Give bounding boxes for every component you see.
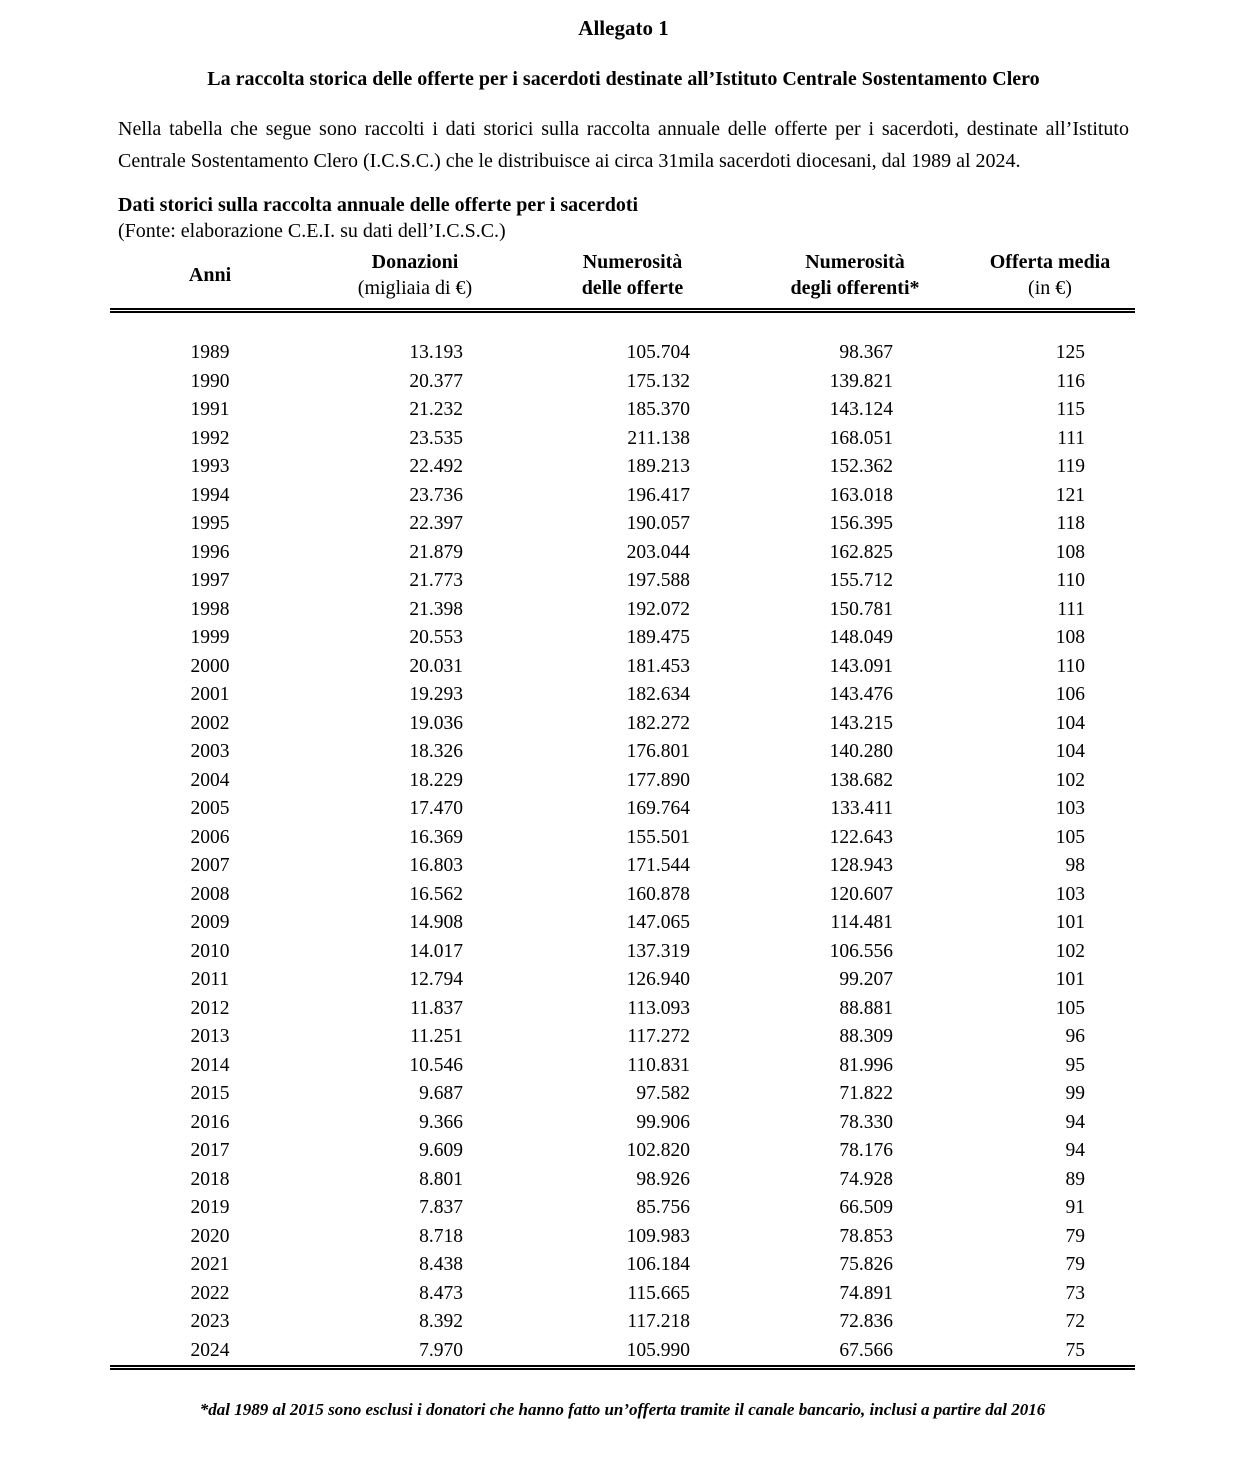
- value-cell: 8.801: [419, 1168, 463, 1190]
- value-cell: 105.704: [626, 342, 690, 363]
- table-row: [110, 339, 1135, 368]
- value-cell: 104: [1055, 741, 1085, 762]
- value-cell: 9.687: [419, 1083, 463, 1104]
- year-cell: 2004: [190, 769, 230, 791]
- value-cell: 81.996: [839, 1054, 893, 1076]
- value-cell: 192.072: [626, 598, 690, 620]
- year-cell: 2020: [190, 1225, 230, 1247]
- value-cell: 140.280: [829, 741, 893, 762]
- value-cell: 97.582: [636, 1083, 690, 1104]
- table-row: [110, 1223, 1135, 1252]
- value-cell: 155.712: [829, 570, 893, 591]
- column-header-donazioni: [310, 247, 520, 311]
- value-cell: 150.781: [829, 598, 893, 620]
- value-cell: 20.553: [409, 627, 463, 648]
- table-row: [110, 596, 1135, 625]
- table-row: [110, 824, 1135, 853]
- value-cell: 19.293: [409, 684, 463, 705]
- value-cell: 101: [1055, 969, 1085, 990]
- value-cell: 105: [1055, 826, 1085, 848]
- value-cell: 21.398: [409, 598, 463, 620]
- year-cell: 2002: [190, 712, 230, 734]
- table-row: [110, 995, 1135, 1024]
- value-cell: 189.475: [626, 627, 690, 648]
- value-cell: 110: [1056, 570, 1085, 591]
- column-sublabel: (in €): [1028, 277, 1072, 299]
- value-cell: 9.609: [419, 1140, 463, 1161]
- value-cell: 143.124: [829, 399, 893, 420]
- table-row: [110, 396, 1135, 425]
- value-cell: 182.634: [626, 684, 690, 705]
- value-cell: 104: [1055, 712, 1085, 734]
- value-cell: 98.367: [839, 342, 893, 363]
- value-cell: 118: [1056, 513, 1085, 534]
- value-cell: 8.438: [419, 1254, 463, 1275]
- value-cell: 197.588: [626, 570, 690, 591]
- table-row: [110, 653, 1135, 682]
- value-cell: 10.546: [409, 1054, 463, 1076]
- value-cell: 109.983: [626, 1225, 690, 1247]
- spacer-row: [110, 311, 1135, 340]
- value-cell: 189.213: [626, 456, 690, 477]
- value-cell: 8.473: [419, 1282, 463, 1304]
- value-cell: 177.890: [626, 769, 690, 791]
- value-cell: 102.820: [626, 1140, 690, 1161]
- year-cell: 2016: [190, 1111, 230, 1133]
- value-cell: 67.566: [745, 1337, 965, 1368]
- column-header-offerta-media: [965, 247, 1135, 311]
- value-cell: 101: [1055, 912, 1085, 933]
- value-cell: 122.643: [829, 826, 893, 848]
- value-cell: 85.756: [636, 1197, 690, 1218]
- value-cell: 99.207: [839, 969, 893, 990]
- table-row: [110, 1308, 1135, 1337]
- year-cell: 2012: [190, 997, 230, 1019]
- value-cell: 111: [1057, 427, 1085, 449]
- year-cell: 2006: [190, 826, 230, 848]
- year-cell: 1999: [190, 627, 230, 648]
- value-cell: 88.881: [839, 997, 893, 1019]
- table-row: [110, 624, 1135, 653]
- value-cell: 71.822: [839, 1083, 893, 1104]
- value-cell: 137.319: [626, 940, 690, 962]
- year-cell: 1997: [190, 570, 230, 591]
- value-cell: 181.453: [626, 655, 690, 677]
- value-cell: 152.362: [829, 456, 893, 477]
- value-cell: 143.476: [829, 684, 893, 705]
- value-cell: 21.879: [409, 541, 463, 563]
- value-cell: 16.803: [409, 855, 463, 876]
- value-cell: 102: [1055, 769, 1085, 791]
- table-row: [110, 852, 1135, 881]
- table-row: [110, 453, 1135, 482]
- page-title: Allegato 1: [578, 16, 669, 40]
- value-cell: 75: [965, 1337, 1135, 1368]
- value-cell: 211.138: [627, 427, 690, 449]
- value-cell: 16.369: [409, 826, 463, 848]
- table-row: [110, 681, 1135, 710]
- value-cell: 14.017: [409, 940, 463, 962]
- value-cell: 99: [1065, 1083, 1085, 1104]
- value-cell: 148.049: [829, 627, 893, 648]
- value-cell: 143.091: [829, 655, 893, 677]
- value-cell: 139.821: [829, 370, 893, 392]
- table-row: [110, 567, 1135, 596]
- value-cell: 168.051: [829, 427, 893, 449]
- year-cell: 1990: [190, 370, 230, 392]
- year-cell: 2021: [190, 1254, 230, 1275]
- value-cell: 106.184: [626, 1254, 690, 1275]
- value-cell: 103: [1055, 883, 1085, 905]
- value-cell: 78.176: [839, 1140, 893, 1161]
- year-cell: 2023: [190, 1311, 230, 1332]
- value-cell: 114.481: [830, 912, 893, 933]
- table-row: [110, 1052, 1135, 1081]
- column-sublabel: degli offerenti*: [790, 277, 920, 299]
- table-row: [110, 1137, 1135, 1166]
- table-row: [110, 1337, 1135, 1368]
- table-row: [110, 482, 1135, 511]
- year-cell: 1994: [190, 484, 230, 506]
- value-cell: 21.232: [409, 399, 463, 420]
- value-cell: 121: [1055, 484, 1085, 506]
- table-row: [110, 1166, 1135, 1195]
- value-cell: 23.736: [409, 484, 463, 506]
- value-cell: 133.411: [830, 798, 893, 819]
- header-row: [110, 247, 1135, 311]
- table-row: [110, 1280, 1135, 1309]
- year-cell: 2013: [190, 1026, 230, 1047]
- value-cell: 17.470: [409, 798, 463, 819]
- value-cell: 12.794: [409, 969, 463, 990]
- value-cell: 138.682: [829, 769, 893, 791]
- value-cell: 108: [1055, 627, 1085, 648]
- value-cell: 72.836: [839, 1311, 893, 1332]
- value-cell: 11.837: [410, 997, 463, 1019]
- value-cell: 22.492: [409, 456, 463, 477]
- value-cell: 73: [1065, 1282, 1085, 1304]
- value-cell: 79: [1065, 1225, 1085, 1247]
- year-cell: 2008: [190, 883, 230, 905]
- value-cell: 20.031: [409, 655, 463, 677]
- value-cell: 120.607: [829, 883, 893, 905]
- value-cell: 94: [1065, 1140, 1085, 1161]
- value-cell: 99.906: [636, 1111, 690, 1133]
- year-cell: 2022: [190, 1282, 230, 1304]
- column-header-anni: [110, 247, 310, 311]
- column-sublabel: delle offerte: [581, 277, 684, 299]
- column-sublabel: (migliaia di €): [357, 277, 473, 299]
- year-cell: 2007: [190, 855, 230, 876]
- table-row: [110, 1023, 1135, 1052]
- value-cell: 126.940: [626, 969, 690, 990]
- value-cell: 117.272: [627, 1026, 690, 1047]
- value-cell: 106: [1055, 684, 1085, 705]
- value-cell: 190.057: [626, 513, 690, 534]
- year-cell: 2014: [190, 1054, 230, 1076]
- value-cell: 175.132: [626, 370, 690, 392]
- table-row: [110, 738, 1135, 767]
- intro-paragraph: Nella tabella che segue sono raccolti i dati storici sulla raccolta annuale delle offerte per i sacerdoti, destinate all’Istituto Centrale Sostentamento Clero (I.C.S.C.) che le distribuisce ai circa 31mila sacerdoti diocesani, dal 1989 al 2024.: [118, 118, 1129, 172]
- value-cell: 115: [1056, 399, 1085, 420]
- value-cell: 196.417: [626, 484, 690, 506]
- table-row: [110, 510, 1135, 539]
- table-row: [110, 539, 1135, 568]
- year-cell: 1989: [190, 342, 230, 363]
- table-row: [110, 767, 1135, 796]
- table-row: [110, 966, 1135, 995]
- value-cell: 88.309: [839, 1026, 893, 1047]
- year-cell: 2017: [190, 1140, 230, 1161]
- year-cell: 2011: [190, 969, 230, 990]
- value-cell: 18.229: [409, 769, 463, 791]
- column-label: Offerta media: [989, 251, 1111, 273]
- value-cell: 108: [1055, 541, 1085, 563]
- value-cell: 22.397: [409, 513, 463, 534]
- year-cell: 1993: [190, 456, 230, 477]
- year-cell: 1996: [190, 541, 230, 563]
- value-cell: 117.218: [627, 1311, 690, 1332]
- value-cell: 102: [1055, 940, 1085, 962]
- value-cell: 75.826: [839, 1254, 893, 1275]
- value-cell: 163.018: [829, 484, 893, 506]
- value-cell: 95: [1065, 1054, 1085, 1076]
- year-cell: 2015: [190, 1083, 230, 1104]
- table-row: [110, 710, 1135, 739]
- year-cell: 2009: [190, 912, 230, 933]
- value-cell: 160.878: [626, 883, 690, 905]
- value-cell: 7.970: [310, 1337, 520, 1368]
- value-cell: 13.193: [409, 342, 463, 363]
- value-cell: 105: [1055, 997, 1085, 1019]
- value-cell: 147.065: [626, 912, 690, 933]
- column-label: Anni: [188, 264, 232, 286]
- table-row: [110, 1194, 1135, 1223]
- column-header-numerosita-offerenti: [745, 247, 965, 311]
- year-cell: 2010: [190, 940, 230, 962]
- value-cell: 106.556: [829, 940, 893, 962]
- table-row: [110, 881, 1135, 910]
- year-cell: 2001: [190, 684, 230, 705]
- value-cell: 110.831: [627, 1054, 690, 1076]
- value-cell: 156.395: [829, 513, 893, 534]
- year-cell: 2019: [190, 1197, 230, 1218]
- value-cell: 89: [1065, 1168, 1085, 1190]
- value-cell: 128.943: [829, 855, 893, 876]
- footnote: *dal 1989 al 2015 sono esclusi i donatori che hanno fatto un’offerta tramite il canale bancario, inclusi a partire dal 2016: [199, 1400, 1046, 1419]
- table-row: [110, 1109, 1135, 1138]
- value-cell: 182.272: [626, 712, 690, 734]
- value-cell: 171.544: [626, 855, 690, 876]
- year-cell: 1991: [190, 399, 230, 420]
- value-cell: 14.908: [409, 912, 463, 933]
- value-cell: 185.370: [626, 399, 690, 420]
- table-source: (Fonte: elaborazione C.E.I. su dati dell’I.C.S.C.): [118, 220, 506, 242]
- value-cell: 105.990: [520, 1337, 745, 1368]
- value-cell: 176.801: [626, 741, 690, 762]
- value-cell: 79: [1065, 1254, 1085, 1275]
- table-row: [110, 368, 1135, 397]
- column-label: Numerosità: [582, 251, 683, 273]
- value-cell: 78.853: [839, 1225, 893, 1247]
- value-cell: 162.825: [829, 541, 893, 563]
- value-cell: 119: [1056, 456, 1085, 477]
- year-cell: 2018: [190, 1168, 230, 1190]
- value-cell: 115.665: [627, 1282, 690, 1304]
- value-cell: 78.330: [839, 1111, 893, 1133]
- value-cell: 21.773: [409, 570, 463, 591]
- column-label: Donazioni: [371, 251, 459, 273]
- value-cell: 98.926: [636, 1168, 690, 1190]
- document-subtitle: La raccolta storica delle offerte per i sacerdoti destinate all’Istituto Centrale Sostentamento Clero: [207, 68, 1040, 90]
- document-page: [118, 16, 1129, 1420]
- value-cell: 23.535: [409, 427, 463, 449]
- table-row: [110, 795, 1135, 824]
- table-row: [110, 938, 1135, 967]
- value-cell: 96: [1065, 1026, 1085, 1047]
- value-cell: 74.891: [839, 1282, 893, 1304]
- table-title: Dati storici sulla raccolta annuale delle offerte per i sacerdoti: [118, 194, 639, 216]
- table-row: [110, 909, 1135, 938]
- value-cell: 19.036: [409, 712, 463, 734]
- value-cell: 103: [1055, 798, 1085, 819]
- value-cell: 116: [1056, 370, 1085, 392]
- column-label: Numerosità: [805, 251, 905, 273]
- value-cell: 91: [1065, 1197, 1085, 1218]
- value-cell: 7.837: [419, 1197, 463, 1218]
- table-row: [110, 425, 1135, 454]
- column-header-numerosita-offerte: [520, 247, 745, 311]
- value-cell: 72: [1065, 1311, 1085, 1332]
- value-cell: 9.366: [419, 1111, 463, 1133]
- value-cell: 8.718: [419, 1225, 463, 1247]
- value-cell: 203.044: [626, 541, 690, 563]
- year-cell: 1998: [190, 598, 230, 620]
- value-cell: 155.501: [626, 826, 690, 848]
- value-cell: 125: [1055, 342, 1085, 363]
- year-cell: 2024: [110, 1337, 310, 1368]
- value-cell: 113.093: [627, 997, 690, 1019]
- year-cell: 1992: [190, 427, 230, 449]
- value-cell: 143.215: [829, 712, 893, 734]
- value-cell: 20.377: [409, 370, 463, 392]
- year-cell: 2005: [190, 798, 230, 819]
- data-table: [110, 247, 1135, 1370]
- table-row: [110, 1251, 1135, 1280]
- value-cell: 110: [1056, 655, 1085, 677]
- value-cell: 66.509: [839, 1197, 893, 1218]
- year-cell: 2003: [190, 741, 230, 762]
- value-cell: 74.928: [839, 1168, 893, 1190]
- value-cell: 169.764: [626, 798, 690, 819]
- value-cell: 98: [1065, 855, 1085, 876]
- year-cell: 2000: [190, 655, 230, 677]
- table-row: [110, 1080, 1135, 1109]
- value-cell: 18.326: [409, 741, 463, 762]
- value-cell: 16.562: [409, 883, 463, 905]
- value-cell: 111: [1057, 598, 1085, 620]
- value-cell: 94: [1065, 1111, 1085, 1133]
- year-cell: 1995: [190, 513, 230, 534]
- value-cell: 8.392: [419, 1311, 463, 1332]
- value-cell: 11.251: [410, 1026, 463, 1047]
